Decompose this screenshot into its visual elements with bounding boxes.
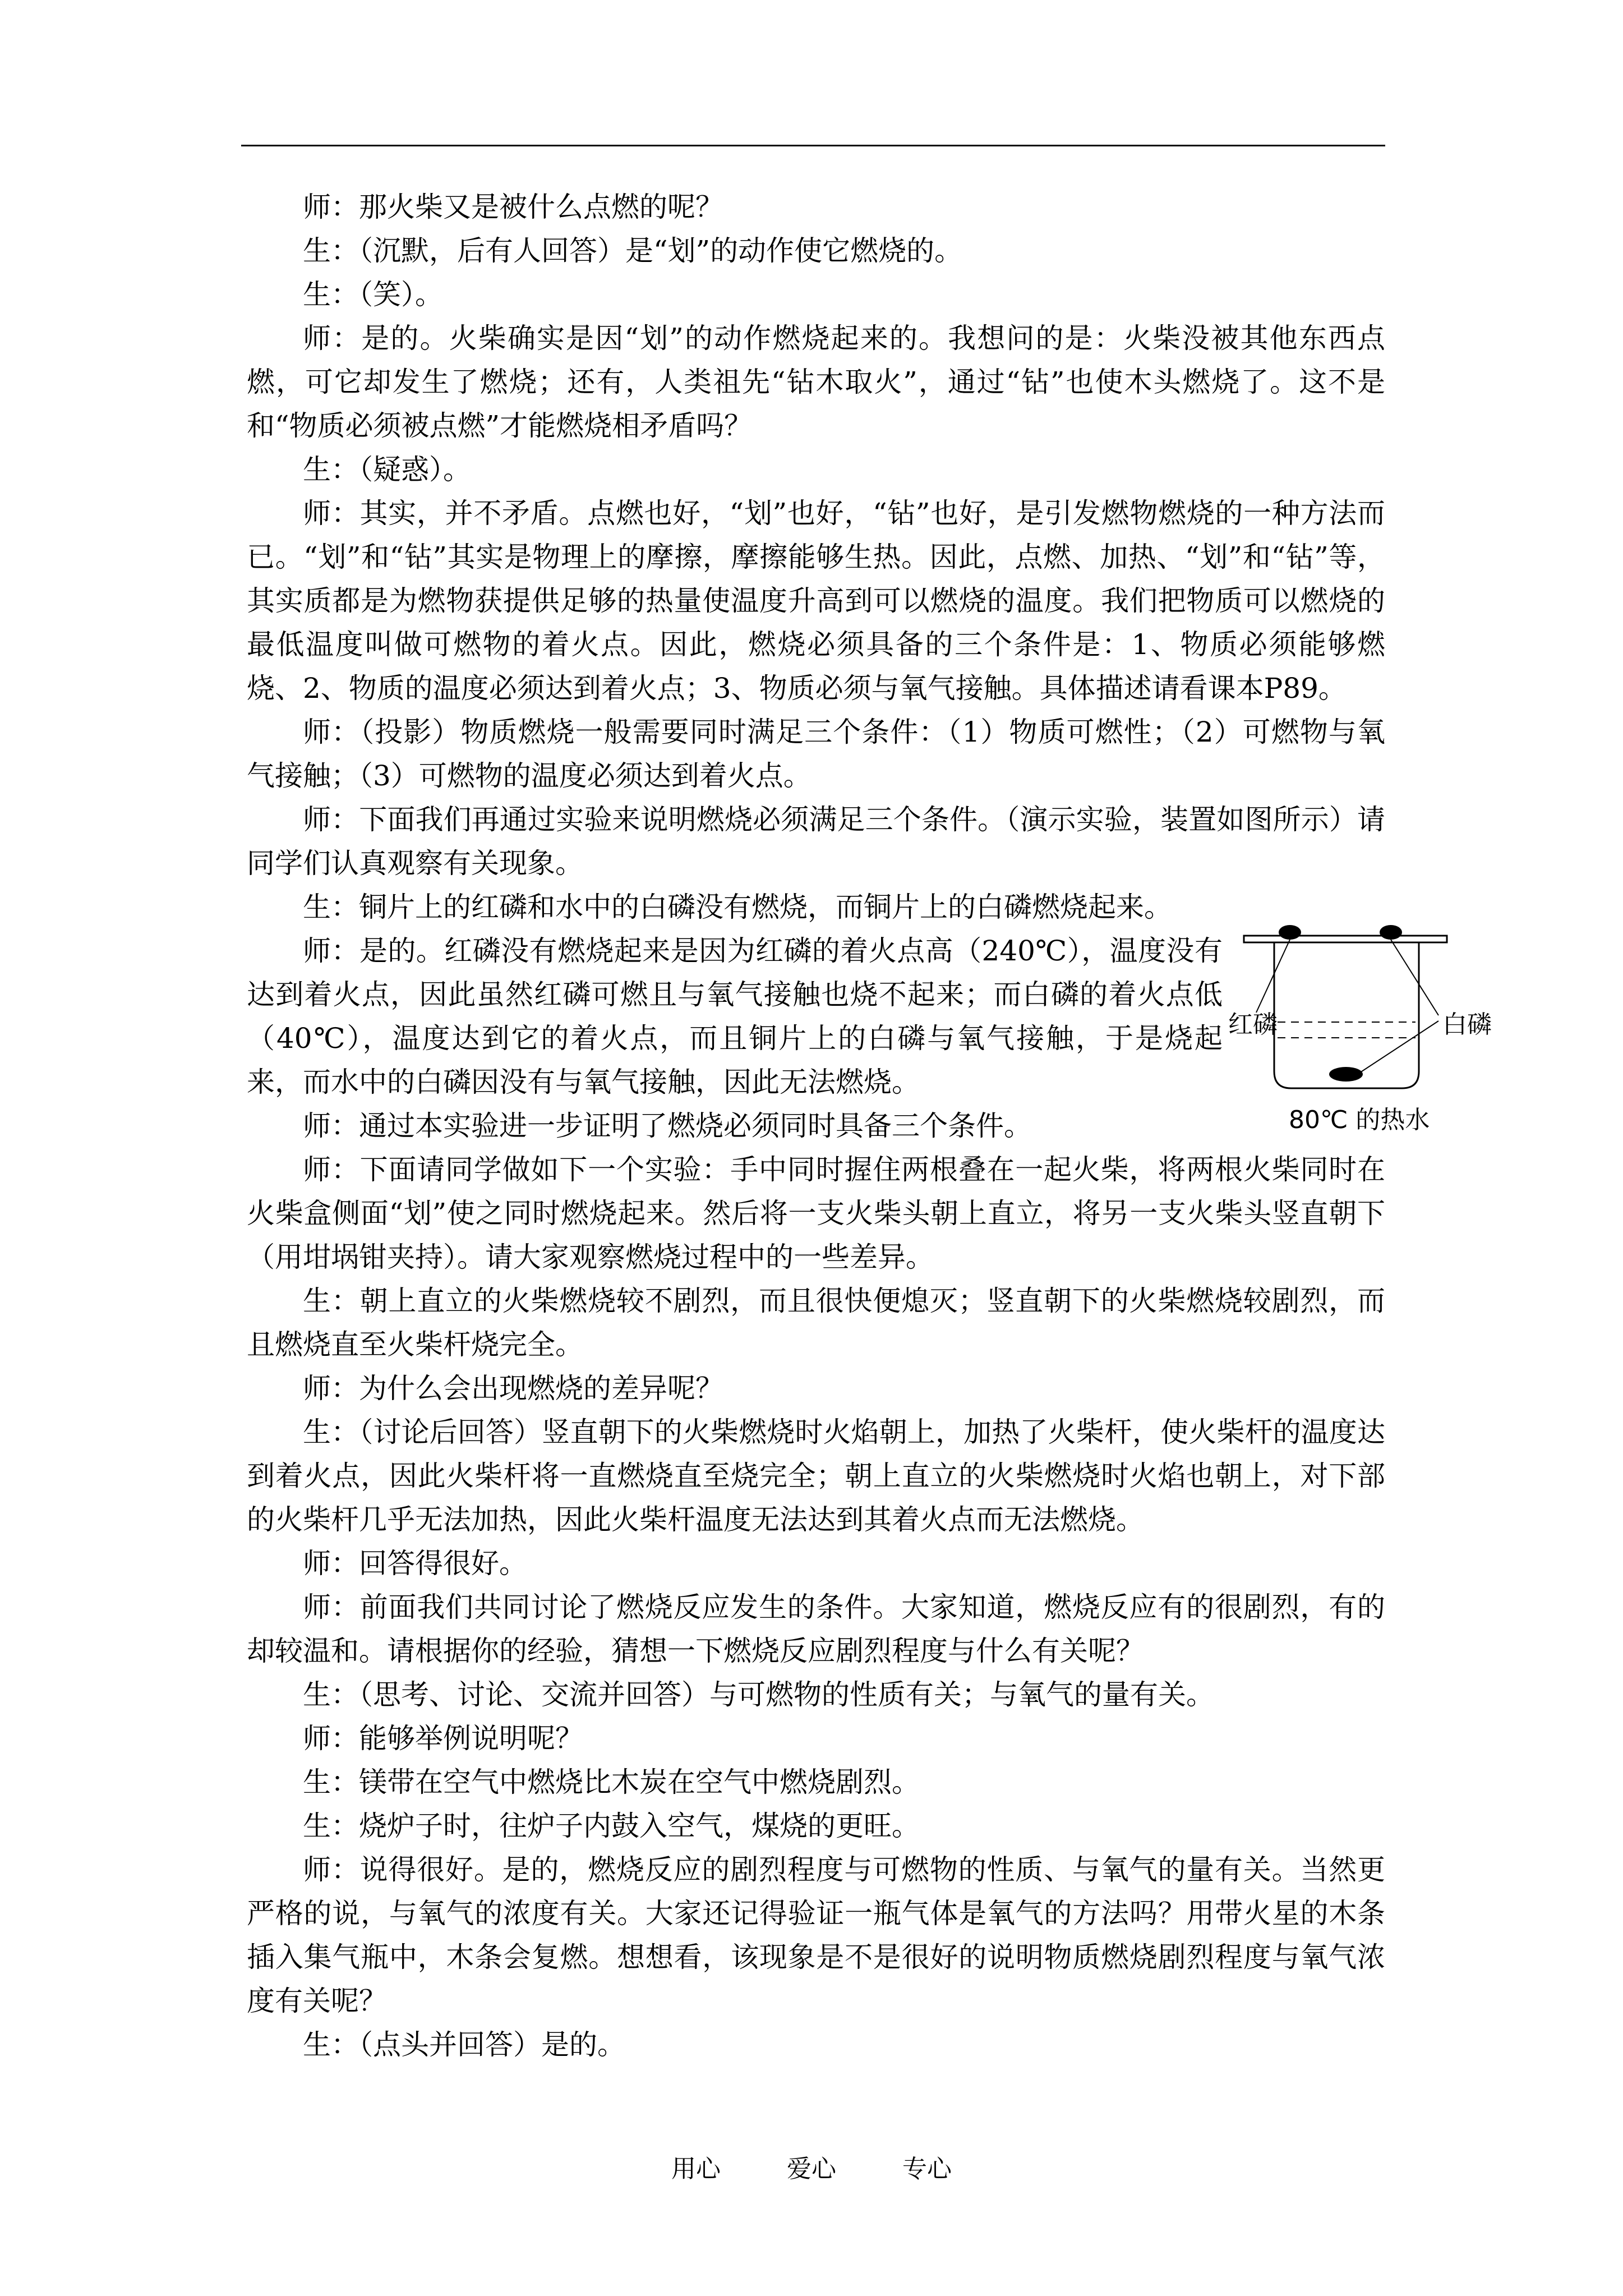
paragraph: 师：是的。火柴确实是因“划”的动作燃烧起来的。我想问的是：火柴没被其他东西点燃，可它却发生了燃烧；还有，人类祖先“钻木取火”，通过“钻”也使木头燃烧了。这不是和“物质必须被点燃”才能燃烧相矛盾吗？: [247, 322, 1385, 442]
leader-line: [1256, 940, 1290, 1013]
experiment-figure: [1228, 920, 1492, 1134]
paragraph: 师：为什么会出现燃烧的差异呢？: [303, 1372, 723, 1405]
paragraph: 师：下面我们再通过实验来说明燃烧必须满足三个条件。（演示实验，装置如图所示）请同学们认真观察有关现象。: [247, 803, 1385, 880]
label-red-phosphorus: 红磷: [1228, 1010, 1278, 1039]
paragraph: 师：（投影）物质燃烧一般需要同时满足三个条件：（1）物质可燃性；（2）可燃物与氧气接触；（3）可燃物的温度必须达到着火点。: [247, 716, 1385, 792]
paragraph: 师：下面请同学做如下一个实验：手中同时握住两根叠在一起火柴，将两根火柴同时在火柴盒侧面“划”使之同时燃烧起来。然后将一支火柴头朝上直立，将另一支火柴头竖直朝下（用坩埚钳夹持）。请大家观察燃烧过程中的一些差异。: [247, 1153, 1385, 1273]
footer-item: 专心: [902, 2155, 952, 2183]
paragraph: 师：前面我们共同讨论了燃烧反应发生的条件。大家知道，燃烧反应有的很剧烈，有的却较温和。请根据你的经验，猜想一下燃烧反应剧烈程度与什么有关呢？: [247, 1591, 1385, 1667]
red-phosphorus-mark: [1279, 925, 1301, 940]
footer-item: 用心: [671, 2155, 721, 2183]
footer-item: 爱心: [787, 2155, 836, 2183]
paragraph: 师：通过本实验进一步证明了燃烧必须同时具备三个条件。: [303, 1110, 1032, 1142]
paragraph: 师：回答得很好。: [303, 1547, 527, 1580]
paragraph: 生：镁带在空气中燃烧比木炭在空气中燃烧剧烈。: [303, 1766, 920, 1798]
paragraph: 师：能够举例说明呢？: [303, 1722, 583, 1755]
paragraph: 生：朝上直立的火柴燃烧较不剧烈，而且很快便熄灭；竖直朝下的火柴燃烧较剧烈，而且燃烧直至火柴杆烧完全。: [247, 1285, 1385, 1361]
page-footer: [0, 2148, 1623, 2184]
paragraph: 生：（沉默，后有人回答）是“划”的动作使它燃烧的。: [303, 234, 963, 267]
paragraph: 师：那火柴又是被什么点燃的呢？: [303, 191, 723, 223]
paragraph: 生：烧炉子时，往炉子内鼓入空气，煤烧的更旺。: [303, 1810, 920, 1842]
submerged-phosphorus-mark: [1329, 1067, 1363, 1082]
paragraph: 师：是的。红磷没有燃烧起来是因为红磷的着火点高（240℃），温度没有达到着火点，因此虽然红磷可燃且与氧气接触也烧不起来；而白磷的着火点低（40℃），温度达到它的着火点，而且铜片上的白磷与氧气接触，于是烧起来，而水中的白磷因没有与氧气接触，因此无法燃烧。: [247, 935, 1223, 1098]
white-phosphorus-mark: [1380, 925, 1402, 940]
beaker: [1274, 942, 1419, 1088]
paragraph: 生：（思考、讨论、交流并回答）与可燃物的性质有关；与氧气的量有关。: [303, 1678, 1214, 1711]
leader-line: [1360, 1021, 1438, 1073]
paragraph: 生：（讨论后回答）竖直朝下的火柴燃烧时火焰朝上，加热了火柴杆，使火柴杆的温度达到着火点，因此火柴杆将一直燃烧直至烧完全；朝上直立的火柴燃烧时火焰也朝上，对下部的火柴杆几乎无法加热，因此火柴杆温度无法达到其着火点而无法燃烧。: [247, 1416, 1385, 1536]
paragraph: 师：其实，并不矛盾。点燃也好，“划”也好，“钻”也好，是引发燃物燃烧的一种方法而已。“划”和“钻”其实是物理上的摩擦，摩擦能够生热。因此，点燃、加热、“划”和“钻”等，其实质都是为燃物获提供足够的热量使温度升高到可以燃烧的温度。我们把物质可以燃烧的最低温度叫做可燃物的着火点。因此，燃烧必须具备的三个条件是：1、物质必须能够燃烧、2、物质的温度必须达到着火点；3、物质必须与氧气接触。具体描述请看课本P89。: [247, 497, 1385, 705]
paragraph: 生：（疑惑）。: [303, 453, 471, 486]
paragraph: 师：说得很好。是的，燃烧反应的剧烈程度与可燃物的性质、与氧气的量有关。当然更严格的说，与氧气的浓度有关。大家还记得验证一瓶气体是氧气的方法吗？用带火星的木条插入集气瓶中，木条会复燃。想想看，该现象是不是很好的说明物质燃烧剧烈程度与氧气浓度有关呢？: [247, 1853, 1385, 2017]
paragraph: 生：铜片上的红磷和水中的白磷没有燃烧，而铜片上的白磷燃烧起来。: [303, 891, 1172, 923]
label-hot-water: 80℃ 的热水: [1289, 1106, 1430, 1134]
header-rule: [241, 145, 1385, 146]
paragraph: 生：（点头并回答）是的。: [303, 2028, 625, 2061]
document-body: [247, 185, 1385, 2067]
label-white-phosphorus: 白磷: [1442, 1010, 1492, 1039]
copper-plate: [1244, 936, 1447, 942]
paragraph: 生：（笑）。: [303, 278, 443, 311]
leader-line: [1391, 940, 1438, 1015]
